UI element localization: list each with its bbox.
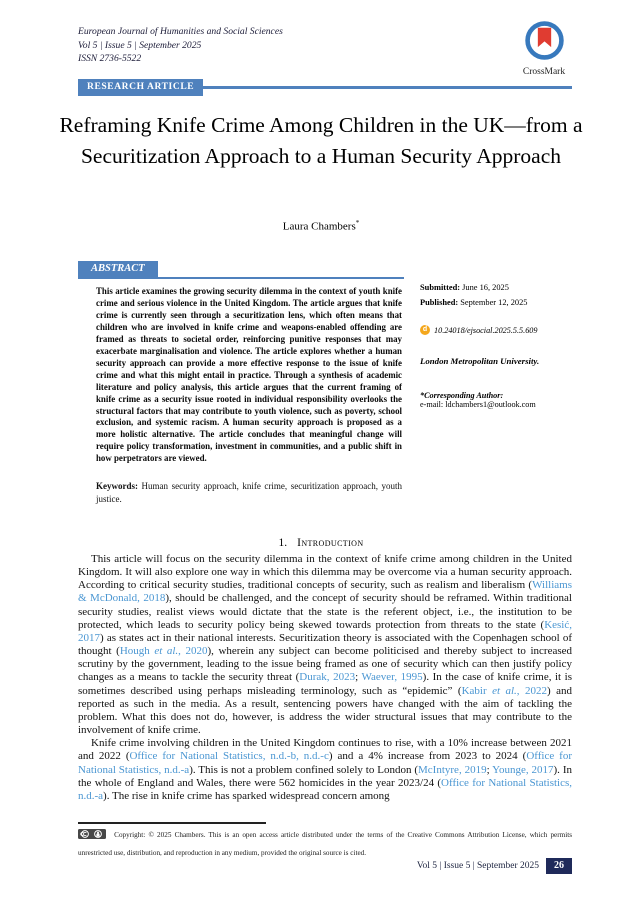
page-footer <box>417 858 572 874</box>
research-article-badge: RESEARCH ARTICLE <box>78 79 203 96</box>
text-run: Knife crime involving children in the United Kingdom continues to rise, with a 10% increase between 2021 and 2022 ( <box>78 737 572 763</box>
section-number: 1. <box>278 537 288 549</box>
cc-license-icon <box>78 829 106 846</box>
section-heading-introduction <box>0 537 642 549</box>
doi-icon <box>420 325 430 335</box>
intro-paragraph-2 <box>78 737 572 803</box>
article-title: Reframing Knife Crime Among Children in the UK—from a Securitization Approach to a Human Security Approach <box>59 113 583 168</box>
text-run: ) as states act in their national interests. Securitization theory is associated with the Copenhagen school of thought ( <box>78 631 572 658</box>
submitted-value: June 16, 2025 <box>462 283 509 292</box>
keywords-line <box>96 480 402 505</box>
intro-paragraph-1 <box>78 553 572 737</box>
author-asterisk: * <box>355 219 360 227</box>
text-run: ), wherein any subject can become politicised and thereby subject to increased scrutiny by the government, leading to the issue being framed as one of security which can then justify policy changes as a means to tackle the security threat ( <box>78 645 572 684</box>
footer-volume-line: Vol 5 | Issue 5 | September 2025 <box>416 861 539 871</box>
abstract-section <box>78 258 404 505</box>
text-run: ) and a 4% increase from 2023 to 2024 ( <box>328 750 527 763</box>
citation-link[interactable]: McIntyre, 2019 <box>418 763 487 776</box>
text-run: ). In the whole of England and Wales, there were 562 homicides in the year 2023/24 ( <box>78 763 572 789</box>
author-name-text: Laura Chambers <box>282 220 356 233</box>
copyright-notice <box>78 828 572 861</box>
keywords-label: Keywords: <box>96 481 138 492</box>
citation-link[interactable]: Kesić, 2017 <box>78 618 572 644</box>
page-number: 26 <box>546 858 572 874</box>
text-run: ). In the case of knife crime, it is sometimes described using perhaps misleading terminology, such as “epidemic” ( <box>78 671 572 697</box>
text-run: ). The rise in knife crime has sparked widespread concern among <box>103 789 390 802</box>
citation-link[interactable]: , 2022 <box>516 684 548 697</box>
crossmark-label: CrossMark <box>522 67 566 77</box>
article-type-bar <box>78 79 572 96</box>
abstract-heading: ABSTRACT <box>78 261 158 278</box>
keywords-text: Human security approach, knife crime, securitization approach, youth justice. <box>96 481 402 504</box>
journal-volume-line: Vol 5 | Issue 5 | September 2025 <box>78 39 202 51</box>
citation-link[interactable]: Office for National Statistics, n.d.-a <box>78 750 572 776</box>
doi-line <box>420 325 578 335</box>
footnote-separator <box>78 822 266 824</box>
abstract-text: This article examines the growing security dilemma in the context of youth knife crime and serious violence in the United Kingdom. The article argues that knife crime is currently seen through a securitization lens, which often means that children who are involved in knife crime and weapons-enabled offending are framed as threats to societal order, reinforcing punitive responses that may exacerbate marginalisation and violence. The article explores whether a human security approach can provide a more effective response to the issue of knife crime and what this might entail in practice. Through a synthesis of academic literature and policy analysis, this article argues that the current framing of knife crime as a security issue rooted in individual responsibility overlooks the structural factors that may contribute to youth violence, such as poverty, school exclusion, and systemic racism. A human security approach is proposed as a more holistic alternative. The article concludes that meaningful change will require policy transformation, investment in communities, and a public shift in how perpetrators are viewed. <box>96 286 402 464</box>
divider-line <box>203 86 572 89</box>
text-run: ), should be challenged, and the concept of security should be reframed. Within traditional security studies, realist views would dictate that the state is the referent object, i.e., the institution to be protected, which leads to security policy being skewed towards protection from threats to the state ( <box>78 592 572 631</box>
text-run: ; <box>486 763 493 776</box>
text-run: ). This is not a problem confined solely to London ( <box>189 763 419 776</box>
affiliation: London Metropolitan University. <box>420 356 540 366</box>
copyright-text: Copyright: © 2025 Chambers. This is an open access article distributed under the terms of the Creative Commons Attribution License, which permits unrestricted use, distribution, and reproduction in any medium, provided the original source is cited. <box>78 831 572 857</box>
citation-link[interactable]: et al. <box>492 684 517 697</box>
citation-link[interactable]: Younge, 2017 <box>492 763 554 776</box>
citation-link[interactable]: Durak, 2023 <box>299 671 356 684</box>
journal-name: European Journal of Humanities and Social Sciences <box>78 26 283 37</box>
citation-link[interactable]: , 2020 <box>178 645 208 658</box>
published-value: September 12, 2025 <box>460 298 528 307</box>
article-body <box>78 553 572 803</box>
abstract-header-rule <box>78 258 404 279</box>
citation-link[interactable]: Hough <box>119 645 155 658</box>
journal-issn: ISSN 2736-5522 <box>78 53 142 64</box>
submitted-label: Submitted: <box>420 283 461 292</box>
published-date <box>420 298 578 307</box>
article-meta-sidebar <box>420 283 578 409</box>
crossmark-logo[interactable] <box>514 20 574 77</box>
text-run: ; <box>355 671 362 684</box>
author-name <box>0 219 642 233</box>
citation-link[interactable]: et al. <box>154 645 179 658</box>
crossmark-icon <box>524 48 565 65</box>
corresponding-author-label: *Corresponding Author: <box>420 391 504 400</box>
citation-link[interactable]: Williams & McDonald, 2018 <box>78 579 572 605</box>
citation-link[interactable]: Waever, 1995 <box>361 671 423 684</box>
published-label: Published: <box>420 298 459 307</box>
section-title: Introduction <box>297 537 364 549</box>
journal-masthead <box>78 25 283 66</box>
citation-link[interactable]: Kabir <box>461 684 493 697</box>
text-run: ) and reported as such in the media. As a result, sentencing powers have changed with the aim of tackling the problem. What this does not do, however, is address the wider structural issues that may contribute to the involvement of knife crime. <box>78 684 573 737</box>
citation-link[interactable]: Office for National Statistics, n.d.-b, n.d.-c <box>129 750 329 763</box>
submitted-date <box>420 283 578 292</box>
citation-link[interactable]: Office for National Statistics, n.d.-a <box>78 776 573 802</box>
doi-text[interactable]: 10.24018/ejsocial.2025.5.5.609 <box>434 325 538 335</box>
text-run: This article will focus on the security dilemma in the context of knife crime among children in the United Kingdom. It will also explore one way in which this dilemma may be overcome via a human security approach. According to critical security studies, traditional concepts of security, such as realism and liberalism ( <box>78 553 572 592</box>
author-email: e-mail: ldchambers1@outlook.com <box>420 400 536 409</box>
